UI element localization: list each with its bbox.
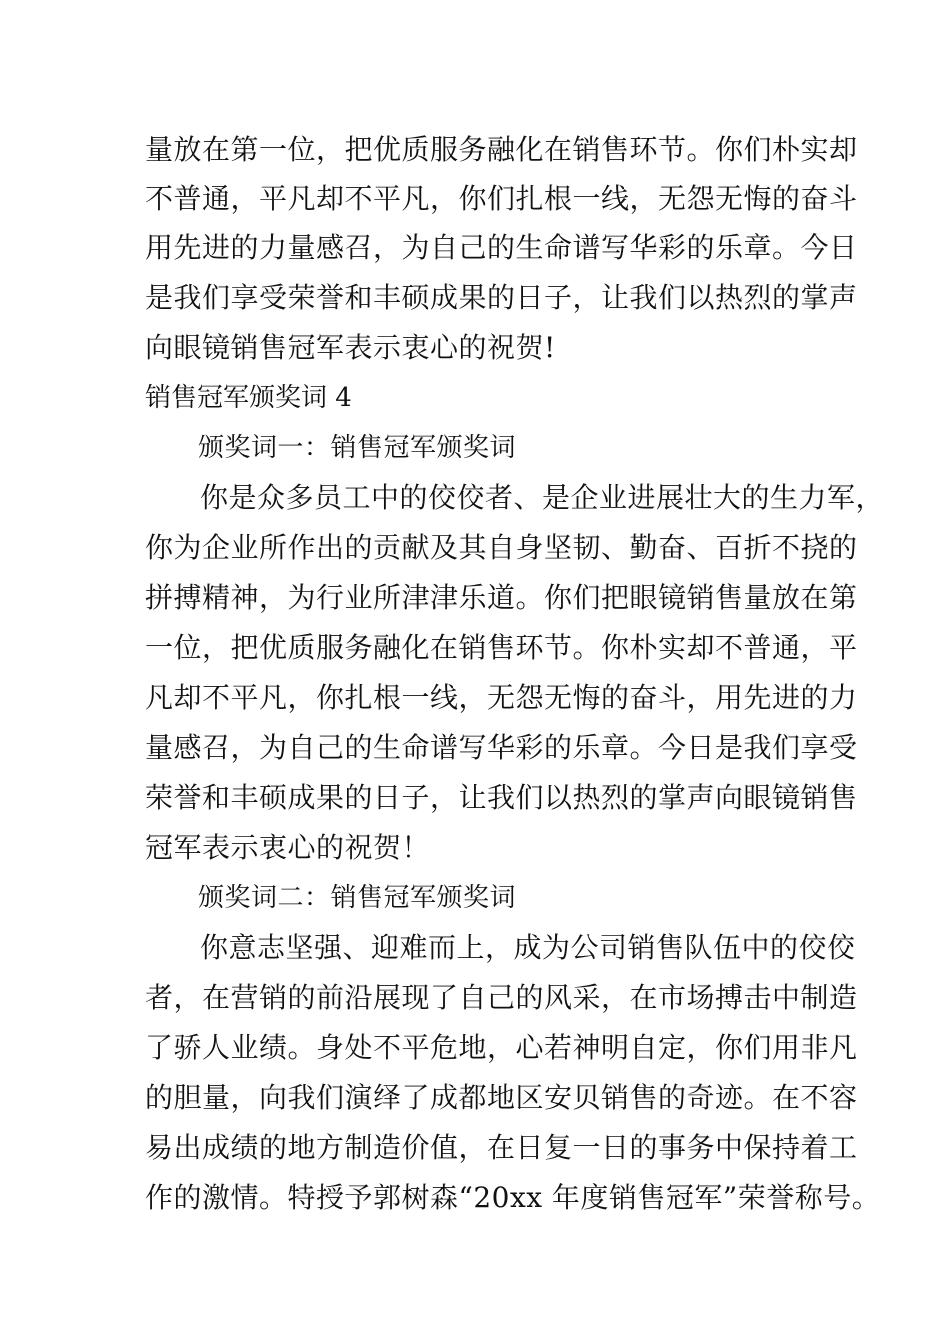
text-line: 向眼镜销售冠军表示衷心的祝贺! — [145, 331, 556, 364]
text-line: 了骄人业绩。身处不平危地，心若神明自定，你们用非凡 — [145, 1031, 858, 1064]
text-line: 的胆量，向我们演绎了成都地区安贝销售的奇迹。在不容 — [145, 1081, 858, 1114]
text-line: 拼搏精神，为行业所津津乐道。你们把眼镜销售量放在第 — [145, 581, 858, 614]
text-line: 是我们享受荣誉和丰硕成果的日子，让我们以热烈的掌声 — [145, 281, 858, 314]
text-line: 凡却不平凡，你扎根一线，无怨无悔的奋斗，用先进的力 — [145, 681, 858, 714]
text-line: 你为企业所作出的贡献及其自身坚韧、勤奋、百折不挠的 — [145, 531, 858, 564]
text-line: 易出成绩的地方制造价值，在日复一日的事务中保持着工 — [145, 1131, 858, 1164]
text-line: 荣誉和丰硕成果的日子，让我们以热烈的掌声向眼镜销售 — [145, 781, 858, 814]
text-line: 一位，把优质服务融化在销售环节。你朴实却不普通，平 — [145, 631, 858, 664]
text-line: 作的激情。特授予郭树森“20xx 年度销售冠军”荣誉称号。 — [145, 1181, 881, 1214]
text-line: 者，在营销的前沿展现了自己的风采，在市场搏击中制造 — [145, 981, 858, 1014]
text-line: 量感召，为自己的生命谱写华彩的乐章。今日是我们享受 — [145, 731, 858, 764]
section-heading: 销售冠军颁奖词 4 — [145, 383, 352, 413]
text-line: 量放在第一位，把优质服务融化在销售环节。你们朴实却 — [145, 133, 858, 166]
subheading-one: 颁奖词一：销售冠军颁奖词 — [198, 433, 517, 463]
text-line: 冠军表示衷心的祝贺！ — [145, 831, 431, 864]
subheading-two: 颁奖词二：销售冠军颁奖词 — [198, 883, 517, 913]
text-line: 用先进的力量感召，为自己的生命谱写华彩的乐章。今日 — [145, 231, 858, 264]
paragraph-start: 你是众多员工中的佼佼者、是企业进展壮大的生力军， — [200, 481, 885, 514]
text-line: 不普通，平凡却不平凡，你们扎根一线，无怨无悔的奋斗 — [145, 182, 858, 215]
paragraph-start: 你意志坚强、迎难而上，成为公司销售队伍中的佼佼 — [200, 931, 856, 964]
